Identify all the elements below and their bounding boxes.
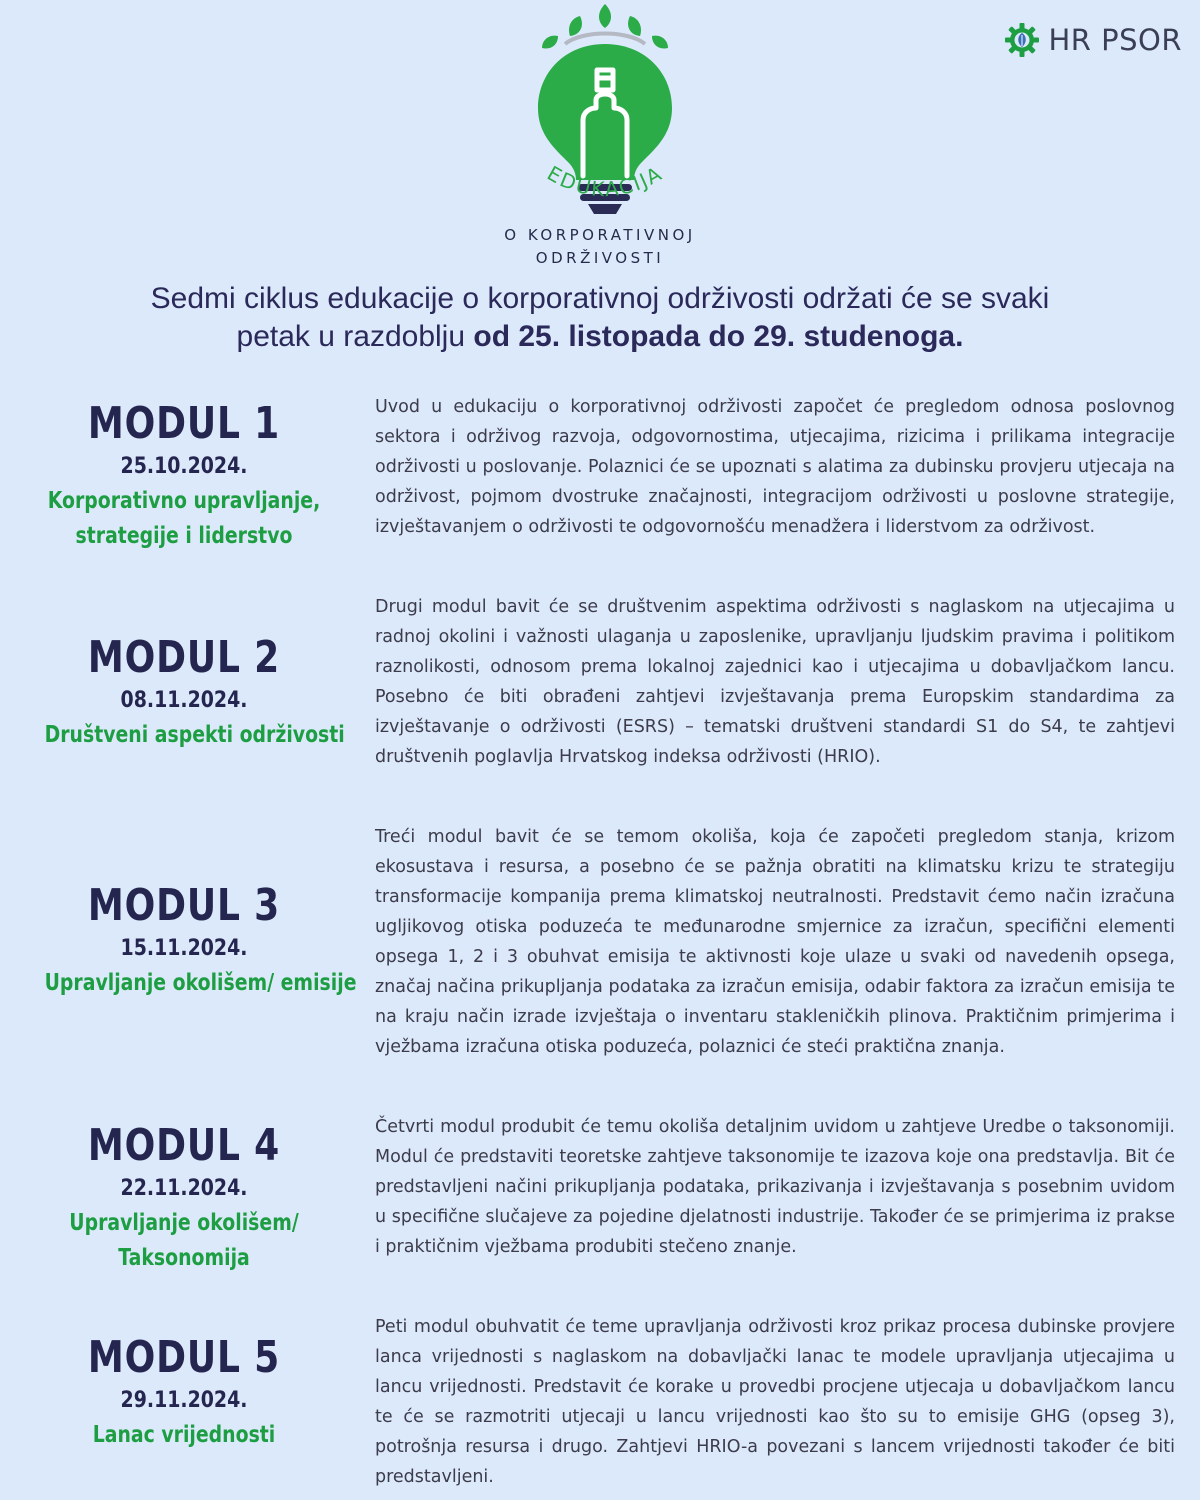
logo-subtitle-line1: O KORPORATIVNOJ	[504, 226, 696, 244]
module-topic-line: Upravljanje okolišem/ emisije	[44, 970, 357, 996]
module-title: MODUL 1	[87, 398, 281, 449]
logo-arc-text: EDUKACIJA	[543, 160, 667, 202]
org-logo	[1002, 18, 1182, 62]
module-2-description: Drugi modul bavit će se društvenim aspektima održivosti s naglaskom na utjecajima u radnoj okolini i važnosti ulaganja u zaposlenike, upravljanju ljudskim pravima i politikom raznolikosti, odnosom prema lokalnoj zajednici kao i utjecajima u dobavljačkom lancu. Posebno će biti obrađeni zahtjevi izvještavanja prema Europskim standardima za izvještavanje o održivosti (ESRS) – tematski društveni standardi S1 do S4, te zahtjevi društvenih poglavlja Hrvatskog indeksa održivosti (HRIO).	[375, 597, 1175, 767]
module-1-header	[14, 398, 354, 554]
headline	[60, 280, 1140, 356]
module-title: MODUL 4	[87, 1120, 281, 1171]
module-date: 08.11.2024.	[120, 688, 248, 713]
module-date: 25.10.2024.	[120, 454, 248, 479]
module-2-header	[14, 632, 354, 753]
module-date: 22.11.2024.	[120, 1176, 248, 1201]
gear-leaves-icon	[1002, 20, 1042, 60]
org-name: HR PSOR	[1048, 23, 1182, 57]
headline-line2-normal: petak u razdoblju	[236, 320, 474, 353]
module-1-description: Uvod u edukaciju o korporativnoj održivosti započet će pregledom odnosa poslovnog sektora i održivog razvoja, odgovornostima, utjecajima, rizicima i prilikama integracije održivosti u poslovanje. Polaznici će se upoznati s alatima za dubinsku provjeru utjecaja na održivost, pojmom dvostruke značajnosti, integracijom održivosti u poslovne strategije, izvještavanjem o održivosti te odgovornošću menadžera i liderstvom za održivost.	[375, 397, 1175, 537]
module-4-description: Četvrti modul produbit će temu okoliša detaljnim uvidom u zahtjeve Uredbe o taksonomiji. Modul će predstaviti teoretske zahtjeve taksonomije te izazova koje ona predstavlja. Bit će predstavljeni načini prikupljanja podataka, prikazivanja i izvještavanja s posebnim uvidom u specifične slučajeve za pojedine djelatnosti industrije. Također će se primjerima iz prakse i praktičnim vježbama produbiti stečeno znanje.	[375, 1117, 1175, 1257]
module-3-header	[14, 880, 357, 1001]
headline-date-range: od 25. listopada do 29. studenoga.	[473, 320, 964, 353]
module-5-description: Peti modul obuhvatit će teme upravljanja održivosti kroz prikaz procesa dubinske provjere lanca vrijednosti s naglaskom na dobavljački lanac te modele upravljanja utjecajima u lancu vrijednosti. Predstavit će korake u provedbi procjene utjecaja u dobavljačkom lancu te će se razmotriti utjecaji u lancu vrijednosti kao što su to emisije GHG (opseg 3), potrošnja resursa i drugo. Zahtjevi HRIO-a povezani s lancem vrijednosti također će biti predstavljeni.	[375, 1317, 1175, 1487]
module-5-header	[14, 1332, 354, 1453]
module-topic-line: Lanac vrijednosti	[92, 1422, 276, 1448]
module-date: 29.11.2024.	[120, 1388, 248, 1413]
headline-line2	[60, 318, 1140, 356]
module-topic-line: Korporativno upravljanje,	[47, 488, 321, 514]
module-topic-line: strategije i liderstvo	[75, 523, 293, 549]
module-title: MODUL 2	[87, 632, 281, 683]
module-title: MODUL 3	[87, 880, 281, 931]
module-topic-line: Taksonomija	[118, 1245, 250, 1271]
logo-subtitle-line2: ODRŽIVOSTI	[535, 249, 665, 267]
module-4-header	[14, 1120, 354, 1276]
module-date: 15.11.2024.	[120, 936, 248, 961]
module-title: MODUL 5	[87, 1332, 281, 1383]
module-3-description: Treći modul bavit će se temom okoliša, koja će započeti pregledom stanja, krizom ekosustava i resursa, a posebno će se pažnja obratiti na klimatsku krizu te strategiju transformacije kompanija prema klimatskoj neutralnosti. Predstavit ćemo način izračuna ugljikovog otiska poduzeća te međunarodne smjernice za izračun, specifični elementi opsega 1, 2 i 3 obuhvat emisija te aktivnosti koje ulaze u svaki od navedenih opsega, značaj načina prikupljanja podataka za izračun emisija, odabir faktora za izračun emisija te na kraju način izrade izvještaja o inventaru stakleničkih plinova. Praktičnim primjerima i vježbama izračuna otiska poduzeća, polaznici će steći praktična znanja.	[375, 827, 1175, 1057]
headline-line1: Sedmi ciklus edukacije o korporativnoj održivosti održati će se svaki	[150, 282, 1050, 315]
module-topic-line: Društveni aspekti održivosti	[44, 722, 345, 748]
module-topic-line: Upravljanje okolišem/	[69, 1210, 299, 1236]
